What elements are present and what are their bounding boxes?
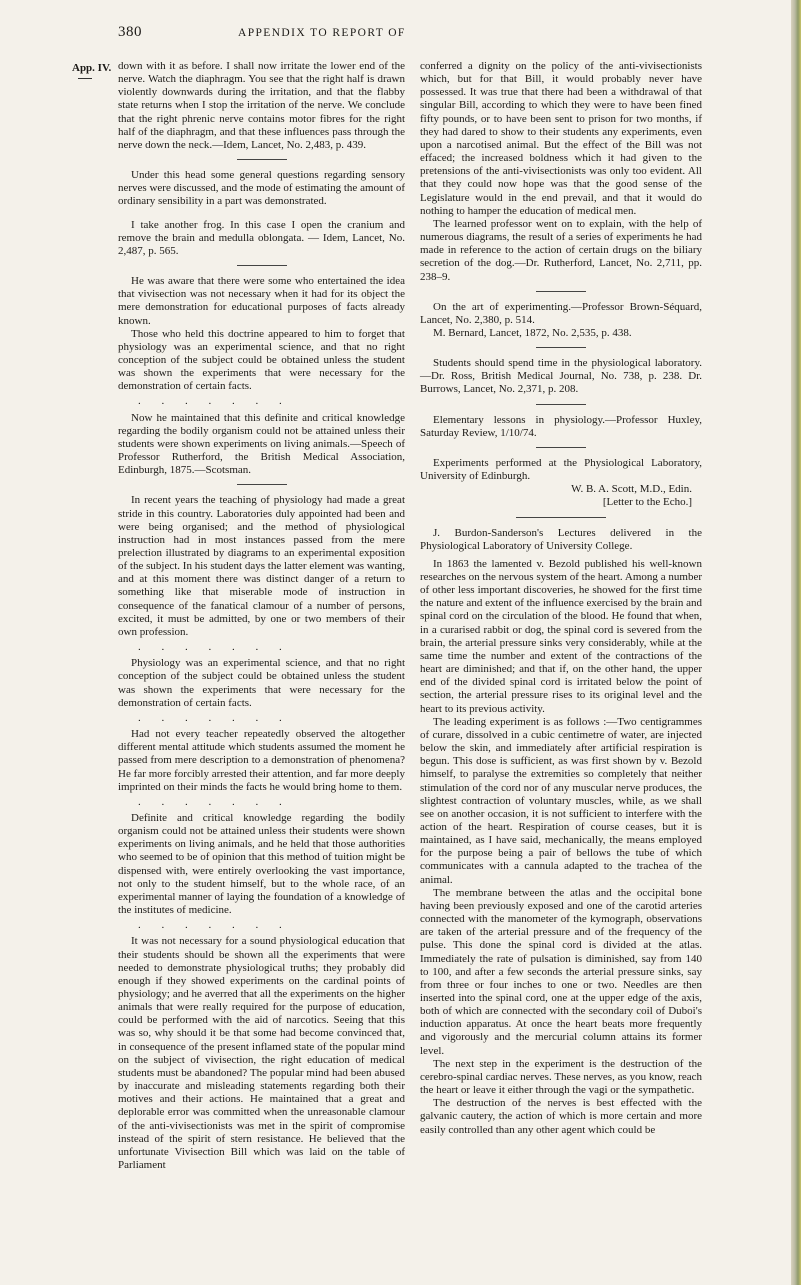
left-column [118,60,405,1172]
running-head: APPENDIX TO REPORT OF [238,27,406,39]
paragraph: Those who held this doctrine appeared to him to forget that physiology was an experimental science, and that no right conception of the subject could be obtained unless the student was shown the experiments that were necessary for the demonstration of certain facts. [118,327,405,393]
citation: M. Bernard, Lancet, 1872, No. 2,535, p. 438. [433,326,632,339]
paragraph: I take another frog. In this case I open the cranium and remove the brain and medulla oblongata. — Idem, Lancet, No. 2,487, p. 565. [118,218,405,257]
right-column [420,60,702,1137]
signature: W. B. A. Scott, M.D., Edin. [571,483,692,496]
separator [536,404,586,405]
appendix-margin-label: App. IV. [72,62,112,74]
page-edge [791,0,801,1285]
page-header [0,14,790,44]
paragraph: Physiology was an experimental science, and that no right conception of the subject could be obtained unless the student was shown the experiments that were necessary for the demonstration of certain facts. [118,657,405,709]
paragraph: The next step in the experiment is the destruction of the cerebro-spinal cardiac nerves. These nerves, as you know, reach the heart or leave it either through the vagi or the sympathetic. [420,1057,702,1097]
separator [536,291,586,292]
ellipsis-row: . . . . . . . [138,711,291,724]
separator [536,347,586,348]
paragraph: conferred a dignity on the policy of the anti-vivisectionists which, but for that Bill, it would probably never have possessed. It was true that there had been a withdrawal of that singular Bill, according to which they were to have been fined fifty pounds, or to have been sent to prison for two months, if they had dared to show to their students any experiments, even upon a narcotised animal. But the effect of the Bill was not effaced; the increased boldness which it had given to the pretensions of the anti-vivisectionists was only too evident. All that they could now hope was that the good sense of the Legislature would in the end prevail, and that it would do nothing to hamper the education of medical men. [420,60,702,217]
paragraph: Now he maintained that this definite and critical knowledge regarding the bodily organism could not be attained unless their students were shown experiments on living animals.—Speech of Professor Rutherford, the British Medical Association, Edinburgh, 1875.—Scotsman. [118,411,405,477]
paragraph: The learned professor went on to explain, with the help of numerous diagrams, the result of a series of experiments he had made in reference to the action of certain drugs on the biliary secretion of the dog.—Dr. Rutherford, Lancet, No. 2,711, pp. 238–9. [420,217,702,283]
paragraph: down with it as before. I shall now irritate the lower end of the nerve. Watch the diaphragm. You see that the right half is drawn violently downwards during the irritation, and that the flabby state returns when I stop the irritation of the nerve. We conclude that the right phrenic nerve contains motor fibres for the right half of the diaphragm, and that these influences pass through the nerve down the neck.—Idem, Lancet, No. 2,483, p. 439. [118,60,405,151]
citation: Elementary lessons in physiology.—Professor Huxley, Saturday Review, 1/10/74. [420,413,702,439]
lecture-heading: J. Burdon-Sanderson's Lectures delivered in the Physiological Laboratory of University College. [420,526,702,552]
page-number: 380 [118,24,142,40]
paragraph: Experiments performed at the Physiological Laboratory, University of Edinburgh. [420,456,702,483]
citation: Students should spend time in the physiological laboratory.—Dr. Ross, British Medical Journal, No. 738, p. 238. Dr. Burrows, Lancet, No. 2,371, p. 208. [420,357,702,396]
letter-source: [Letter to the Echo.] [602,496,692,509]
separator [237,159,287,160]
separator [237,265,287,266]
ellipsis-row: . . . . . . . [138,919,291,932]
separator [516,517,606,518]
paragraph: He was aware that there were some who entertained the idea that vivisection was not necessary when it had for its object the mere demonstration for educational purposes of facts already known. [118,275,405,327]
ellipsis-row: . . . . . . . [138,641,291,654]
paragraph: Definite and critical knowledge regarding the bodily organism could not be attained unless their students were shown experiments on living animals, and he held that those authorities who seemed to be of opinion that this method of tuition might be dispensed with, were entirely overlooking the vast importance, not only to the student himself, but to the whole race, of an experimental manner of laying the foundation of a knowledge of the institutes of medicine. [118,811,405,917]
paragraph: In recent years the teaching of physiology had made a great stride in this country. Laboratories duly appointed had been and were being organised; and the method of physiological instruction had in most instances passed from the mere prelection illustrated by diagrams to an experimental exposition of the subject. In his student days the latter element was wanting, and at this moment there was distinct danger of a return to something like that miserable mode of instruction in consequence of the fanatical clamour of a number of persons, excited, it must be admitted, by one or two members of their own profession. [118,494,405,638]
margin-dash [78,78,92,79]
paragraph: The leading experiment is as follows :—Two centigrammes of curare, dissolved in a cubic centimetre of water, are injected below the skin, and immediately after artificial respiration is begun. This dose is sufficient, as was first shown by v. Bezold himself, to paralyse the extremities so completely that neither stimulation of the cord nor of any muscular nerve produces, the slightest contraction of voluntary muscles, while, as we shall see on another occasion, it is not sufficient to interfere with the action of the heart. Respiration of course ceases, but it is maintained, as I have said, mechanically, the means employed for the purpose being a pair of bellows the tube of which communicates with a cannula adapted to the trachea of the animal. [420,715,702,886]
paragraph: Had not every teacher repeatedly observed the altogether different mental attitude which students assumed the moment he passed from mere description to a demonstration of phenomena? He far more forcibly arrested their attention, and far more deeply imprinted on their minds the facts he would bring home to them. [118,728,405,793]
separator [536,447,586,448]
paragraph: The destruction of the nerves is best effected with the galvanic cautery, the action of which is more certain and more easily controlled than any other agent which could be [420,1097,702,1136]
paragraph: It was not necessary for a sound physiological education that their students should be shown all the experiments that were needed to demonstrate physiological truths; they probably did enough if they showed experiments on the cardinal points of physiology; and he averred that all the experiments on the higher animals that were really required for the purpose of education, could be performed with the aid of narcotics. Seeing that this was so, why should it be that some had become convinced that, in consequence of the present inflamed state of the popular mind on the subject of vivisection, the right education of medical students must be abandoned? The popular mind had been abused by inaccurate and misleading statements regarding both their motives and their actions. He maintained that a great and deplorable error was committed when the unreasonable clamour of the anti-vivisectionists was met in the spirit of compromise instead of the spirit of stern resistance. He believed that the unfortunate Vivisection Bill which was laid on the table of Parliament [118,935,405,1172]
ellipsis-row: . . . . . . . [138,795,291,808]
citation: On the art of experimenting.—Professor Brown-Séquard, Lancet, No. 2,380, p. 514. [420,300,702,326]
paragraph: Under this head some general questions regarding sensory nerves were discussed, and the mode of estimating the amount of ordinary sensibility in a part was demonstrated. [118,169,405,208]
ellipsis-row: . . . . . . . [138,395,291,408]
separator [237,484,287,485]
paragraph: The membrane between the atlas and the occipital bone having been previously exposed and one of the carotid arteries connected with the manometer of the kymograph, observations are taken of the arterial pressure and of the frequency of the pulse. This done the spinal cord is divided at the atlas. Immediately the rate of pulsation is diminished, say from 140 to 100, and after a few seconds the arterial pressure sinks, say from three or four inches to one or two. Needles are then inserted into the spinal cord, one at the upper edge of the axis, both of which are connected with the secondary coil of Duboi's induction apparatus. At once the heart beats more frequently and vigorously and the mercurial column attains its former level. [420,886,702,1057]
paragraph: In 1863 the lamented v. Bezold published his well-known researches on the nervous system of the heart. Among a number of other less important discoveries, he showed for the first time the nature and extent of the influence exercised by the brain and spinal cord on the circulation of the blood. He found that when, in a curarised rabbit or dog, the spinal cord is severed from the brain, the arterial pressure sinks very considerably, while at the same time the number and extent of the contractions of the heart are diminished; and that if, on the other hand, the upper end of the divided spinal cord is irritated below the point of section, the arterial pressure rises to its original level and the heart to its previous activity. [420,557,702,715]
